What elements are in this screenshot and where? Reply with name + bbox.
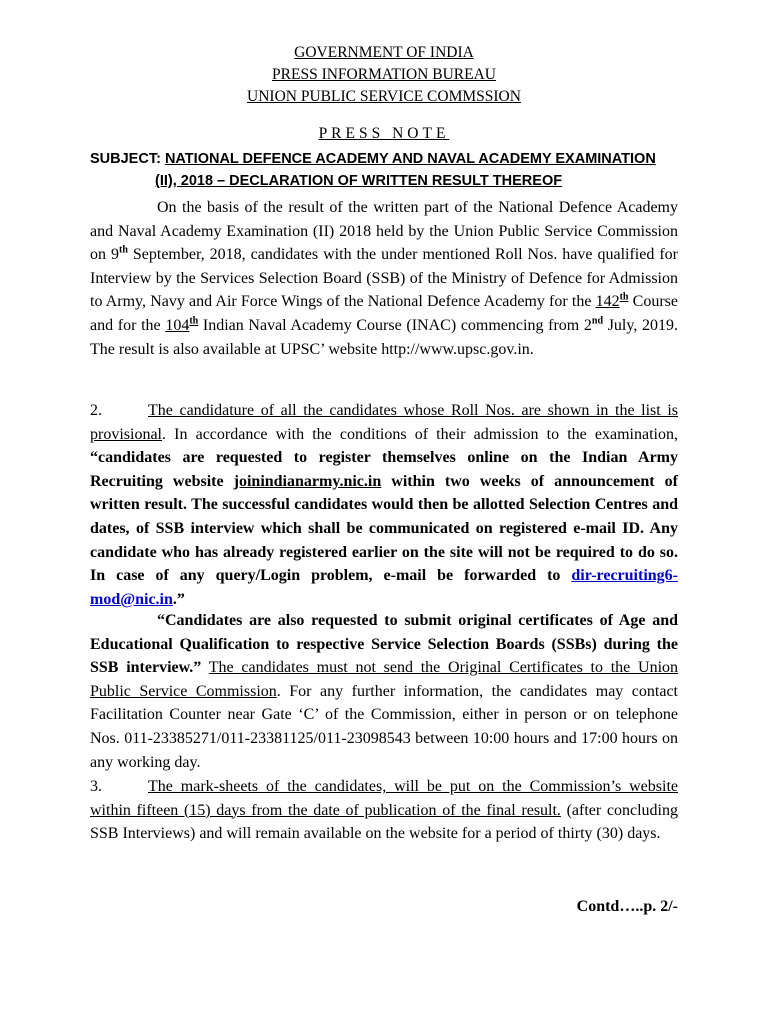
paragraph-2 <box>90 399 678 611</box>
header-line-commission: UNION PUBLIC SERVICE COMMSSION <box>247 88 521 105</box>
p2-website-link[interactable]: joinindianarmy.nic.in <box>233 472 382 490</box>
subject-block <box>90 148 680 192</box>
p2-text-1: . In accordance with the conditions of their admission to the examination, <box>162 425 678 443</box>
p1-course-104: 104 <box>165 316 190 334</box>
p1-text-4: Indian Naval Academy Course (INAC) commencing from 2 <box>198 316 592 334</box>
subject-line-1: NATIONAL DEFENCE ACADEMY AND NAVAL ACADEMY EXAMINATION <box>164 151 656 167</box>
header-line-bureau: PRESS INFORMATION BUREAU <box>272 66 496 83</box>
p3-underlined: The candidates must not send the Original Certificates to the Union Public Service Commission <box>90 659 679 700</box>
subject-line-2: (II), 2018 – DECLARATION OF WRITTEN RESULT THEREOF <box>155 173 563 189</box>
p2-provisional-text: The candidature of all the candidates whose Roll Nos. are shown in the list is provisional <box>90 402 678 443</box>
p1-text-3: Course and for the <box>90 293 678 334</box>
continued-note: Contd…..p. 2/- <box>576 898 678 915</box>
p2-bold-3: .” <box>172 590 185 608</box>
p4-number: 3. <box>90 778 102 795</box>
p4-underlined: The mark-sheets of the candidates, will be put on the Commission’s website within fifteen (15) days from the date of publication of the final result. <box>90 778 678 819</box>
press-note-title: PRESS NOTE <box>318 125 450 142</box>
p2-bold-2: within two weeks of announcement of written result. The successful candidates would then be allotted Selection Centres and dates, of SSB interview which shall be communicated on registered e-mail ID. Any candidate who has already registered earlier on the site will not be required to do so. In case of any query/Login problem, e-mail be forwarded to <box>90 472 678 585</box>
paragraph-3 <box>90 609 678 774</box>
header-line-government: GOVERNMENT OF INDIA <box>294 44 474 61</box>
p1-text-2: September, 2018, candidates with the under mentioned Roll Nos. have qualified for Interview by the Services Selection Board (SSB) of the Ministry of Defence for Admission to Army, Navy and Air Force Wings of the National Defence Academy for the <box>90 246 678 311</box>
p1-sup-3: th <box>189 315 199 327</box>
p4-text-1: (after concluding SSB Interviews) and will remain available on the website for a period of thirty (30) days. <box>90 801 678 843</box>
p3-text-2: . For any further information, the candidates may contact Facilitation Counter near Gate ‘C’ of the Commission, either in person or on telephone Nos. 011-23385271/011-23381125/011-23098543 between 10:00 hours and 17:00 hours on any working day. <box>90 682 678 771</box>
p1-sup-2: th <box>619 292 629 304</box>
paragraph-4 <box>90 775 678 846</box>
document-header <box>0 42 768 108</box>
p3-space <box>201 659 208 676</box>
p3-bold-1: “Candidates are also requested to submit original certificates of Age and Educational Qualification to respective Service Selection Boards (SSBs) during the SSB interview.” <box>90 612 678 677</box>
p1-text-5: July, 2019. The result is also available at UPSC’ website http://www.upsc.gov.in. <box>90 316 678 358</box>
paragraph-1 <box>90 196 678 361</box>
p1-sup-4: nd <box>591 315 604 327</box>
p1-course-142: 142 <box>595 293 620 311</box>
p2-number: 2. <box>90 402 102 419</box>
p2-bold-1: “candidates are requested to register themselves online on the Indian Army Recruiting website <box>90 449 678 490</box>
subject-label: SUBJECT: <box>90 151 165 167</box>
p1-sup-1: th <box>118 244 128 256</box>
p2-email-link[interactable]: dir-recruiting6-mod@nic.in <box>90 567 678 608</box>
p1-text-1: On the basis of the result of the written part of the National Defence Academy and Naval Academy Examination (II) 2018 held by the Union Public Service Commission on 9 <box>90 199 678 264</box>
